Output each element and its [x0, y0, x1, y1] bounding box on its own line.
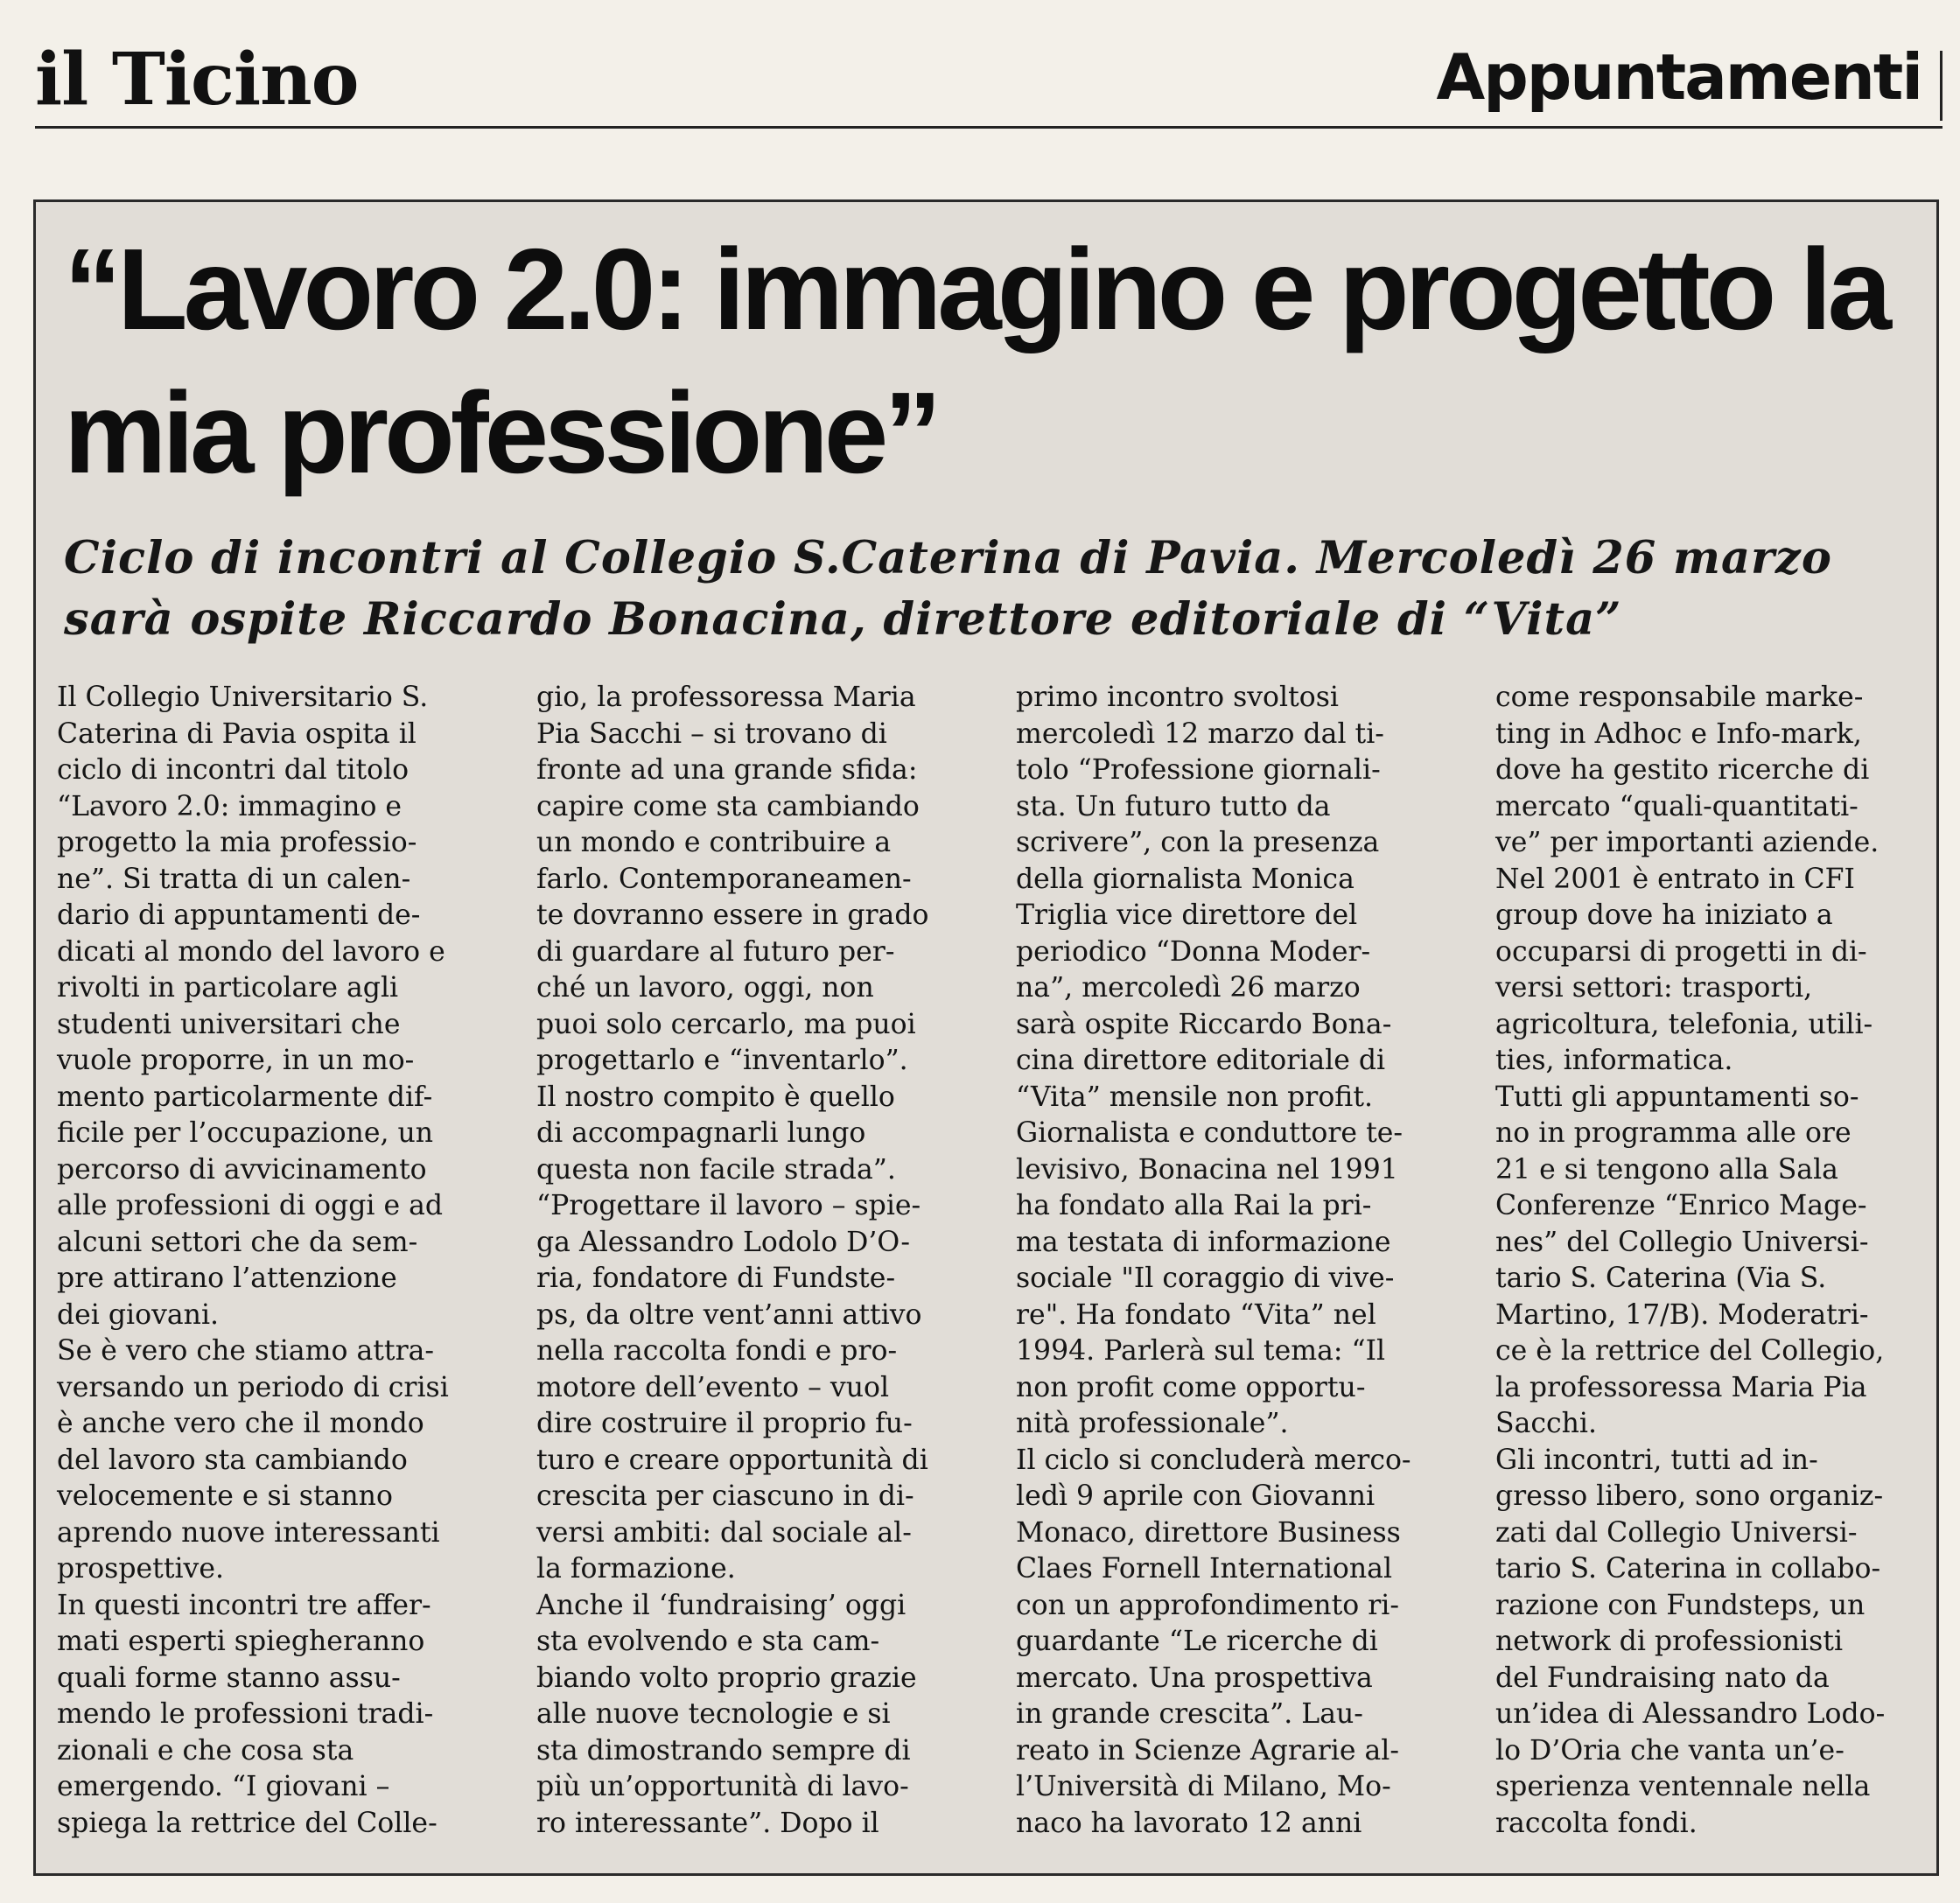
masthead [35, 35, 1942, 129]
headline: “Lavoro 2.0: immagino e progetto la mia professione” [64, 225, 1888, 497]
article-box [33, 199, 1939, 1876]
subheadline: Ciclo di incontri al Collegio S.Caterina di Pavia. Mercoledì 26 marzo sarà ospite Riccardo Bonacina, direttore editoriale di “Vita” [64, 532, 1832, 646]
section-title: Appuntamenti [1436, 40, 1922, 114]
article-column-1: Il Collegio Universitario S. Caterina di Pavia ospita il ciclo di incontri dal titolo “Lavoro 2.0: immagino e progetto la mia professio- ne”. Si tratta di un calen- dario di appuntamenti de- dicati al mondo del lavoro e rivolti in particolare agli studenti universitari che vuole proporre, in un mo- mento particolarmente dif- ficile per l’occupazione, un percorso di avvicinamento alle professioni di oggi e ad alcuni settori che da sem- pre attirano l’attenzione dei giovani. Se è vero che stiamo attra- versando un periodo di crisi è anche vero che il mondo del lavoro sta cambiando velocemente e si stanno aprendo nuove interessanti prospettive. In questi incontri tre affer- mati esperti spiegheranno quali forme stanno assu- mendo le professioni tradi- zionali e che cosa sta emergendo. “I giovani – spiega la rettrice del Colle- [57, 682, 449, 1839]
article-column-3: primo incontro svoltosi mercoledì 12 marzo dal ti- tolo “Professione giornali- sta. Un futuro tutto da scrivere”, con la presenza della giornalista Monica Triglia vice direttore del periodico “Donna Moder- na”, mercoledì 26 marzo sarà ospite Riccardo Bona- cina direttore editoriale di “Vita” mensile non profit. Giornalista e conduttore te- levisivo, Bonacina nel 1991 ha fondato alla Rai la pri- ma testata di informazione sociale "Il coraggio di vive- re". Ha fondato “Vita” nel 1994. Parlerà sul tema: “Il non profit come opportu- nità professionale”. Il ciclo si concluderà merco- ledì 9 aprile con Giovanni Monaco, direttore Business Claes Fornell International con un approfondimento ri- guardante “Le ricerche di mercato. Una prospettiva in grande crescita”. Lau- reato in Scienze Agrarie al- l’Università di Milano, Mo- naco ha lavorato 12 anni [1016, 682, 1411, 1839]
article-column-2: gio, la professoressa Maria Pia Sacchi – si trovano di fronte ad una grande sfida: capire come sta cambiando un mondo e contribuire a farlo. Contemporaneamen- te dovranno essere in grado di guardare al futuro per- ché un lavoro, oggi, non puoi solo cercarlo, ma puoi progettarlo e “inventarlo”. Il nostro compito è quello di accompagnarli lungo questa non facile strada”. “Progettare il lavoro – spie- ga Alessandro Lodolo D’O- ria, fondatore di Fundste- ps, da oltre vent’anni attivo nella raccolta fondi e pro- motore dell’evento – vuol dire costruire il proprio fu- turo e creare opportunità di crescita per ciascuno in di- versi ambiti: dal sociale al- la formazione. Anche il ‘fundraising’ oggi sta evolvendo e sta cam- biando volto proprio grazie alle nuove tecnologie e si sta dimostrando sempre di più un’opportunità di lavo- ro interessante”. Dopo il [536, 682, 929, 1839]
article-column-4: come responsabile marke- ting in Adhoc e Info-mark, dove ha gestito ricerche di mercato “quali-quantitati- ve” per importanti aziende. Nel 2001 è entrato in CFI group dove ha iniziato a occuparsi di progetti in di- versi settori: trasporti, agricoltura, telefonia, utili- ties, informatica. Tutti gli appuntamenti so- no in programma alle ore 21 e si tengono alla Sala Conferenze “Enrico Mage- nes” del Collegio Universi- tario S. Caterina (Via S. Martino, 17/B). Moderatri- ce è la rettrice del Collegio, la professoressa Maria Pia Sacchi. Gli incontri, tutti ad in- gresso libero, sono organiz- zati dal Collegio Universi- tario S. Caterina in collabo- razione con Fundsteps, un network di professionisti del Fundraising nato da un’idea di Alessandro Lodo- lo D’Oria che vanta un’e- sperienza ventennale nella raccolta fondi. [1495, 682, 1886, 1839]
masthead-divider [1940, 51, 1942, 121]
publication-title: il Ticino [35, 38, 359, 122]
